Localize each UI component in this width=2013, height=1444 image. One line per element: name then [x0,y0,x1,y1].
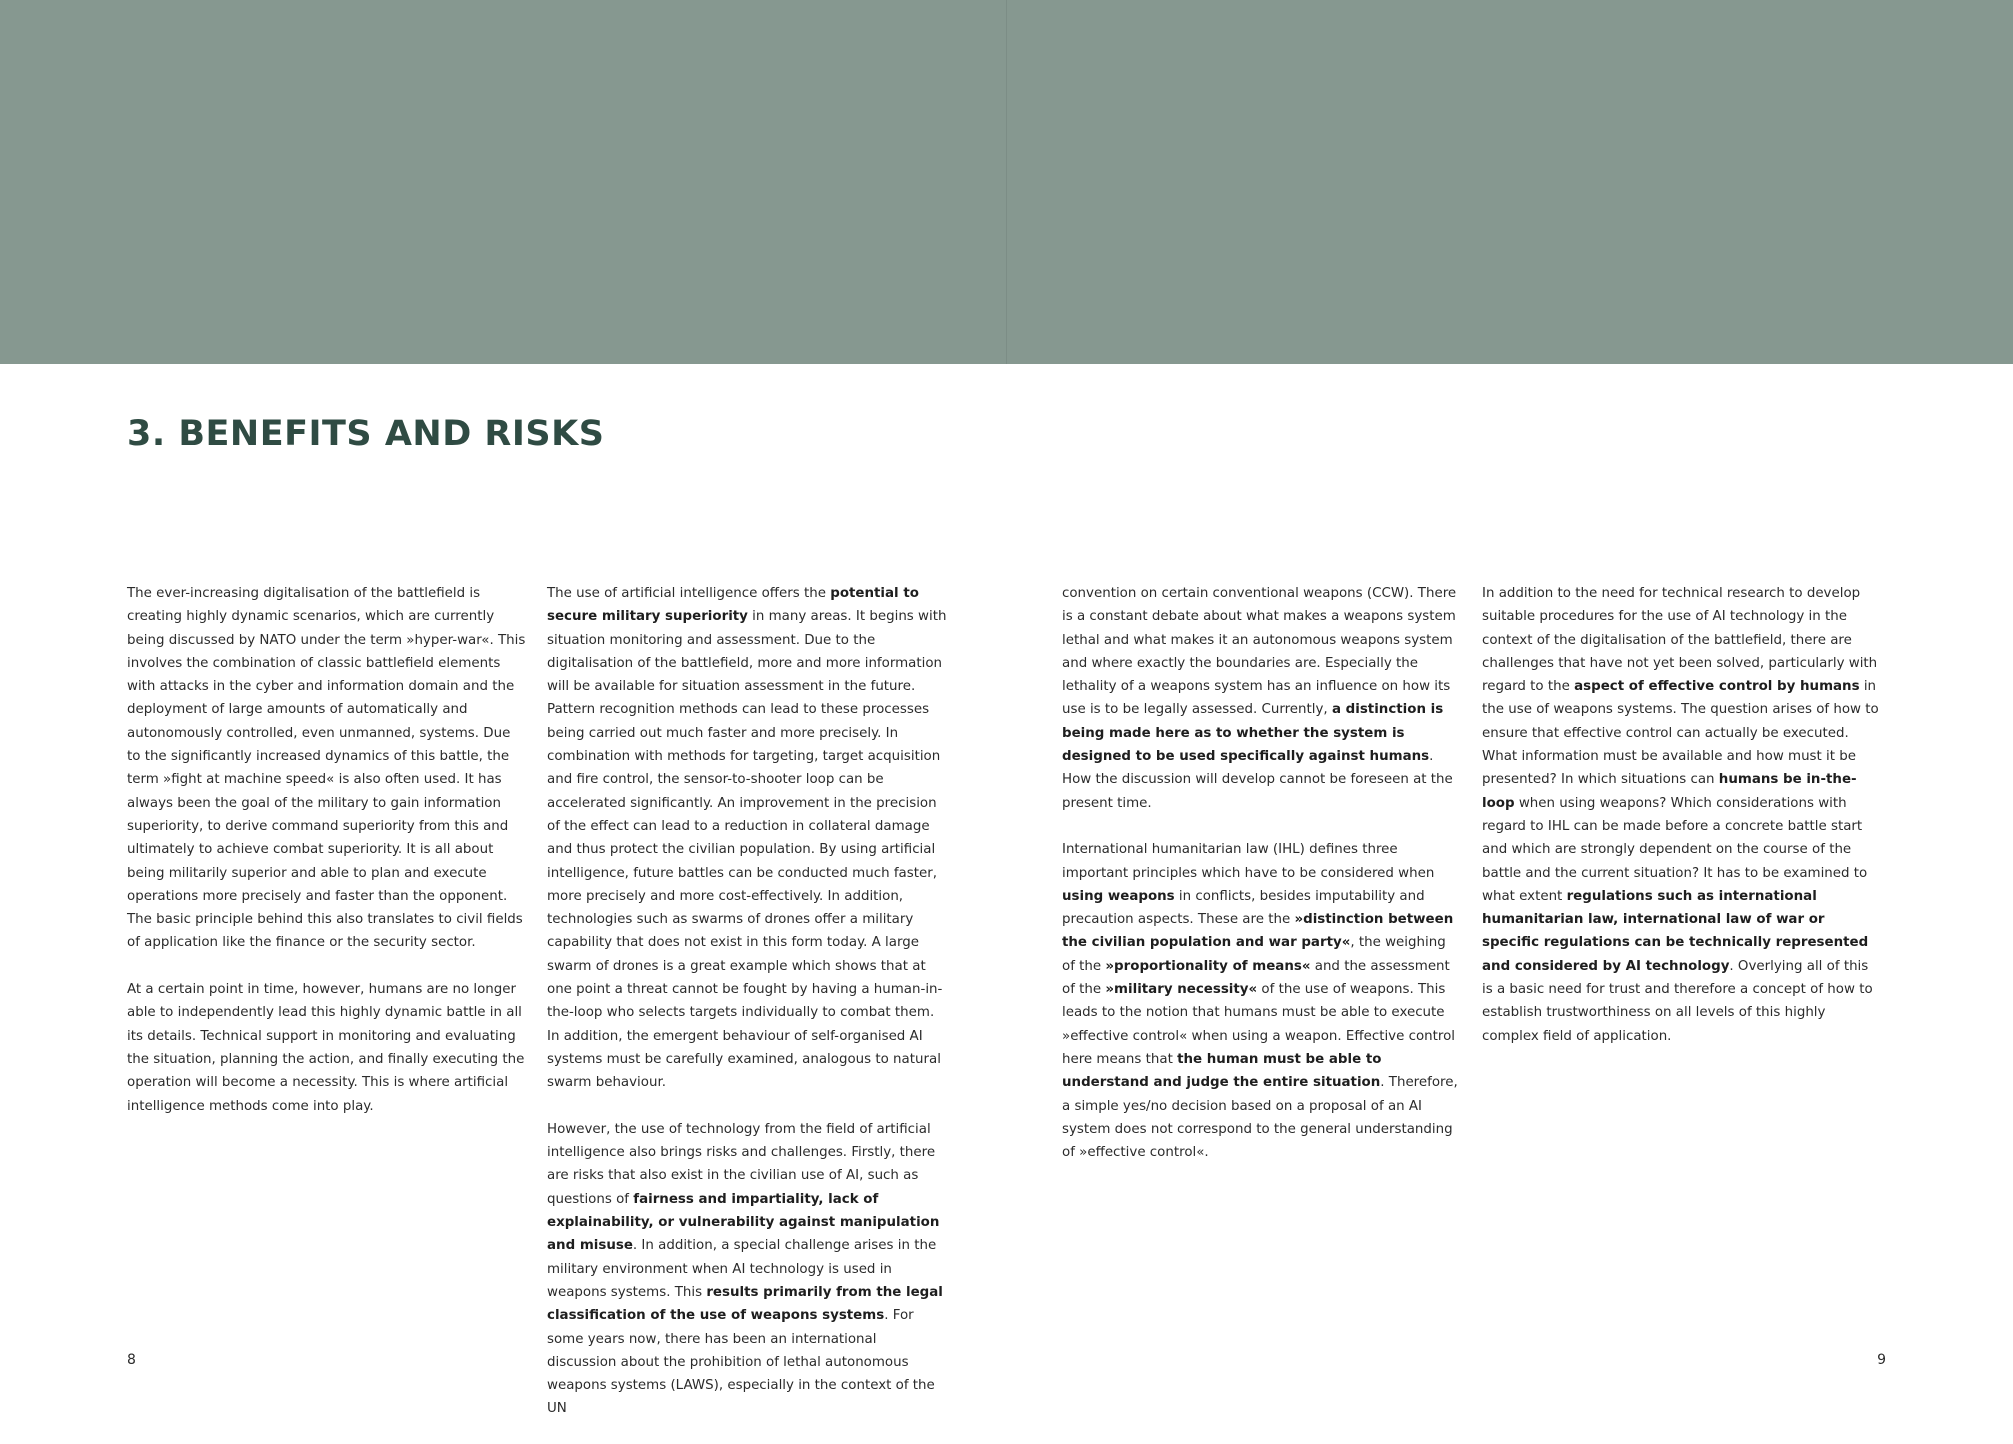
bold-text: »distinction between the civilian population and war party« [1062,912,1454,951]
page-number-left: 8 [127,1352,136,1368]
paragraph [547,1118,947,1421]
header-image-left [0,0,1006,364]
text-run: of the use of weapons. This leads to the notion that humans must be able to execute »effective control« when using a weapon. Effective control here means that [1062,982,1456,1067]
bold-text: using weapons [1062,888,1175,904]
text-column-2 [547,582,947,1444]
paragraph [127,978,527,1118]
text-column-4 [1482,582,1882,1071]
text-run: In addition to the need for technical research to develop suitable procedures for the use of AI technology in the context of the digitalisation of the battlefield, there are challenges that have not yet been solved, particularly with regard to the [1482,586,1878,695]
page-number-right: 9 [1877,1352,1886,1368]
paragraph [127,582,527,955]
text-run: International humanitarian law (IHL) defines three important principles which have to be considered when [1062,842,1435,881]
text-run: and the assessment of the [1062,958,1450,998]
text-run: However, the use of technology from the field of artificial intelligence also brings risks and challenges. Firstly, there are risks that also exist in the civilian use of AI, such as questions of [547,1121,936,1207]
bold-text: the human must be able to understand and judge the entire situation [1062,1051,1382,1091]
bold-text: fairness and impartiality, lack of explainability, or vulnerability against manipulation and misuse [547,1191,940,1254]
bold-text: »military necessity« [1105,982,1258,998]
bold-text: »proportionality of means« [1105,958,1311,974]
text-column-1 [127,582,527,1141]
text-run: . For some years now, there has been an international discussion about the prohibition of lethal autonomous weapons systems (LAWS), especially in the context of the UN [547,1308,935,1417]
paragraph [1482,582,1882,1048]
paragraph [1062,582,1462,815]
text-run: in conflicts, besides imputability and precaution aspects. These are the [1062,888,1425,928]
bold-text: regulations such as international humanitarian law, international law of war or specific regulations can be technically represented and considered by AI technology [1482,888,1869,974]
text-run: . How the discussion will develop cannot be foreseen at the present time. [1062,749,1453,811]
bold-text: aspect of effective control by humans [1574,679,1860,695]
bold-text: humans be in-the-loop [1482,772,1857,811]
section-heading: 3. BENEFITS AND RISKS [127,414,605,454]
text-run: The use of artificial intelligence offers the [547,586,831,601]
text-run: , the weighing of the [1062,935,1446,974]
text-run: convention on certain conventional weapons (CCW). There is a constant debate about what makes a weapons system lethal and what makes it an autonomous weapons system and where exactly the boundaries are. Especially the lethality of a weapons system has an influence on how its use is to be legally assessed. Currently, [1062,586,1457,718]
header-image-right [1007,0,2013,364]
text-run: in the use of weapons systems. The question arises of how to ensure that effective control can actually be executed. What information must be available and how must it be presented? In which situations can [1482,679,1879,788]
text-run: . Overlying all of this is a basic need for trust and therefore a concept of how to establish trustworthiness on all levels of this highly complex field of application. [1482,958,1873,1044]
text-run: in many areas. It begins with situation monitoring and assessment. Due to the digitalisation of the battlefield, more and more information will be available for situation assessment in the future. Pattern recognition methods can lead to these processes being carried out much faster and more precisely. In combination with methods for targeting, target acquisition and fire control, the sensor-to-shooter loop can be accelerated significantly. An improvement in the precision of the effect can lead to a reduction in collateral damage and thus protect the civilian population. By using artificial intelligence, future battles can be conducted much faster, more precisely and more cost-effectively. In addition, technologies such as swarms of drones offer a military capability that does not exist in this form today. A large swarm of drones is a great example which shows that at one point a threat cannot be fought by having a human-in-the-loop who selects targets individually to combat them. In addition, the emergent behaviour of self-organised AI systems must be carefully examined, analogous to natural swarm behaviour. [547,609,947,1091]
bold-text: results primarily from the legal classification of the use of weapons systems [547,1284,943,1324]
text-run: At a certain point in time, however, humans are no longer able to independently lead this highly dynamic battle in all its details. Technical support in monitoring and evaluating the situation, planning the action, and finally executing the operation will become a necessity. This is where artificial intelligence methods come into play. [127,982,525,1114]
bold-text: a distinction is being made here as to whether the system is designed to be used specifically against humans [1062,702,1444,765]
text-run: . Therefore, a simple yes/no decision based on a proposal of an AI system does not correspond to the general understanding of »effective control«. [1062,1075,1458,1161]
text-run: The ever-increasing digitalisation of the battlefield is creating highly dynamic scenarios, which are currently being discussed by NATO under the term »hyper-war«. This involves the combination of classic battlefield elements with attacks in the cyber and information domain and the deployment of large amounts of automatically and autonomously controlled, even unmanned, systems. Due to the significantly increased dynamics of this battle, the term »fight at machine speed« is also often used. It has always been the goal of the military to gain information superiority, to derive command superiority from this and ultimately to achieve combat superiority. It is all about being militarily superior and able to plan and execute operations more precisely and faster than the opponent. The basic principle behind this also translates to civil fields of application like the finance or the security sector. [127,586,526,951]
text-run: . In addition, a special challenge arises in the military environment when AI technology is used in weapons systems. This [547,1238,937,1300]
paragraph [547,582,947,1095]
text-run: when using weapons? Which considerations with regard to IHL can be made before a concrete battle start and which are strongly dependent on the course of the battle and the current situation? It has to be examined to what extent [1482,795,1868,904]
paragraph [1062,838,1462,1164]
text-column-3 [1062,582,1462,1188]
bold-text: potential to secure military superiority [547,586,919,625]
